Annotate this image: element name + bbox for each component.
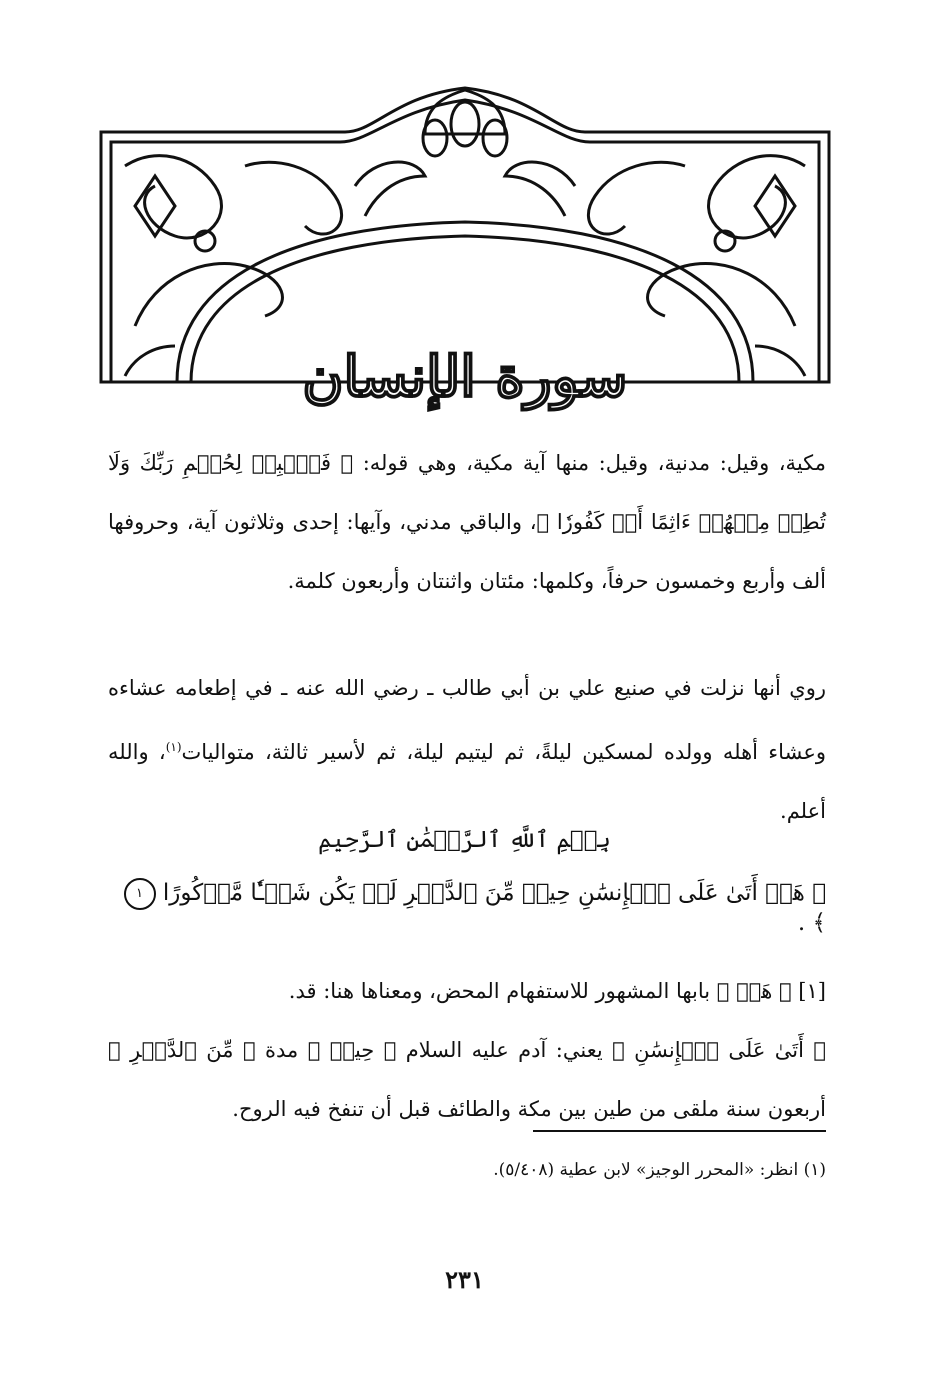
page-number: ٢٣١ [445, 1265, 484, 1294]
intro-text-2: روي أنها نزلت في صنيع علي بن أبي طالب ـ رضي الله عنه ـ في إطعامه عشاءه وعشاء أهله وولده لمسكين ليلةً، ثم ليتيم ليلة، ثم لأسير ثالثة، متواليات [108, 676, 826, 764]
intro-text-1: مكية، وقيل: مدنية، وقيل: منها آية مكية، وهي قوله: ﴿ فَٱصۡبِرۡ لِحُكۡمِ رَبِّكَ وَلَا تُطِعۡ مِنۡهُمۡ ءَاثِمًا أَوۡ كَفُورٗا ﴾، والباقي مدني، وآيها: إحدى وثلاثون آية، وحروفها ألف وأربع وخمسون حرفاً، وكلمها: مئتان واثنتان وأربعون كلمة. [108, 451, 826, 593]
ayah-number-marker: ١ [124, 878, 156, 910]
footnote-marker: (١) [165, 740, 182, 754]
footnote-divider [533, 1130, 826, 1132]
footnote: (١) انظر: «المحرر الوجيز» لابن عطية (٥/٤٠٨). [493, 1160, 826, 1180]
surah-title: سورة الإنسان [302, 344, 628, 410]
verse-text: ﴿ هَلۡ أَتَىٰ عَلَى ٱلۡإِنسَٰنِ حِينٞ مِّنَ ٱلدَّهۡرِ لَمۡ يَكُن شَيۡـٔٗا مَّذۡكُورًا [162, 880, 826, 906]
tafsir-line-1: [١] ﴿ هَلۡ ﴾ بابها المشهور للاستفهام المحض، ومعناها هنا: قد. [288, 979, 826, 1003]
verse-close: ﴾ . [797, 910, 826, 936]
intro-text-2-end: ، والله أعلم. [108, 740, 826, 823]
intro-paragraph-2 [108, 659, 826, 841]
tafsir-line-2: ﴿ أَتَىٰ عَلَى ٱلۡإِنسَٰنِ ﴾ يعني: آدم عليه السلام ﴿ حِينٞ ﴾ مدة ﴿ مِّنَ ٱلدَّهۡرِ ﴾ أربعون سنة ملقى من طين بين مكة والطائف قبل أن تنفخ فيه الروح. [108, 1038, 826, 1121]
tafsir-section [108, 962, 826, 1139]
intro-paragraph-1 [108, 434, 826, 611]
surah-header-frame [95, 76, 835, 410]
quran-verse [108, 878, 826, 936]
basmala: بِسۡمِ ٱللَّهِ ٱلرَّحۡمَٰنِ ٱلرَّحِيمِ [318, 827, 611, 853]
